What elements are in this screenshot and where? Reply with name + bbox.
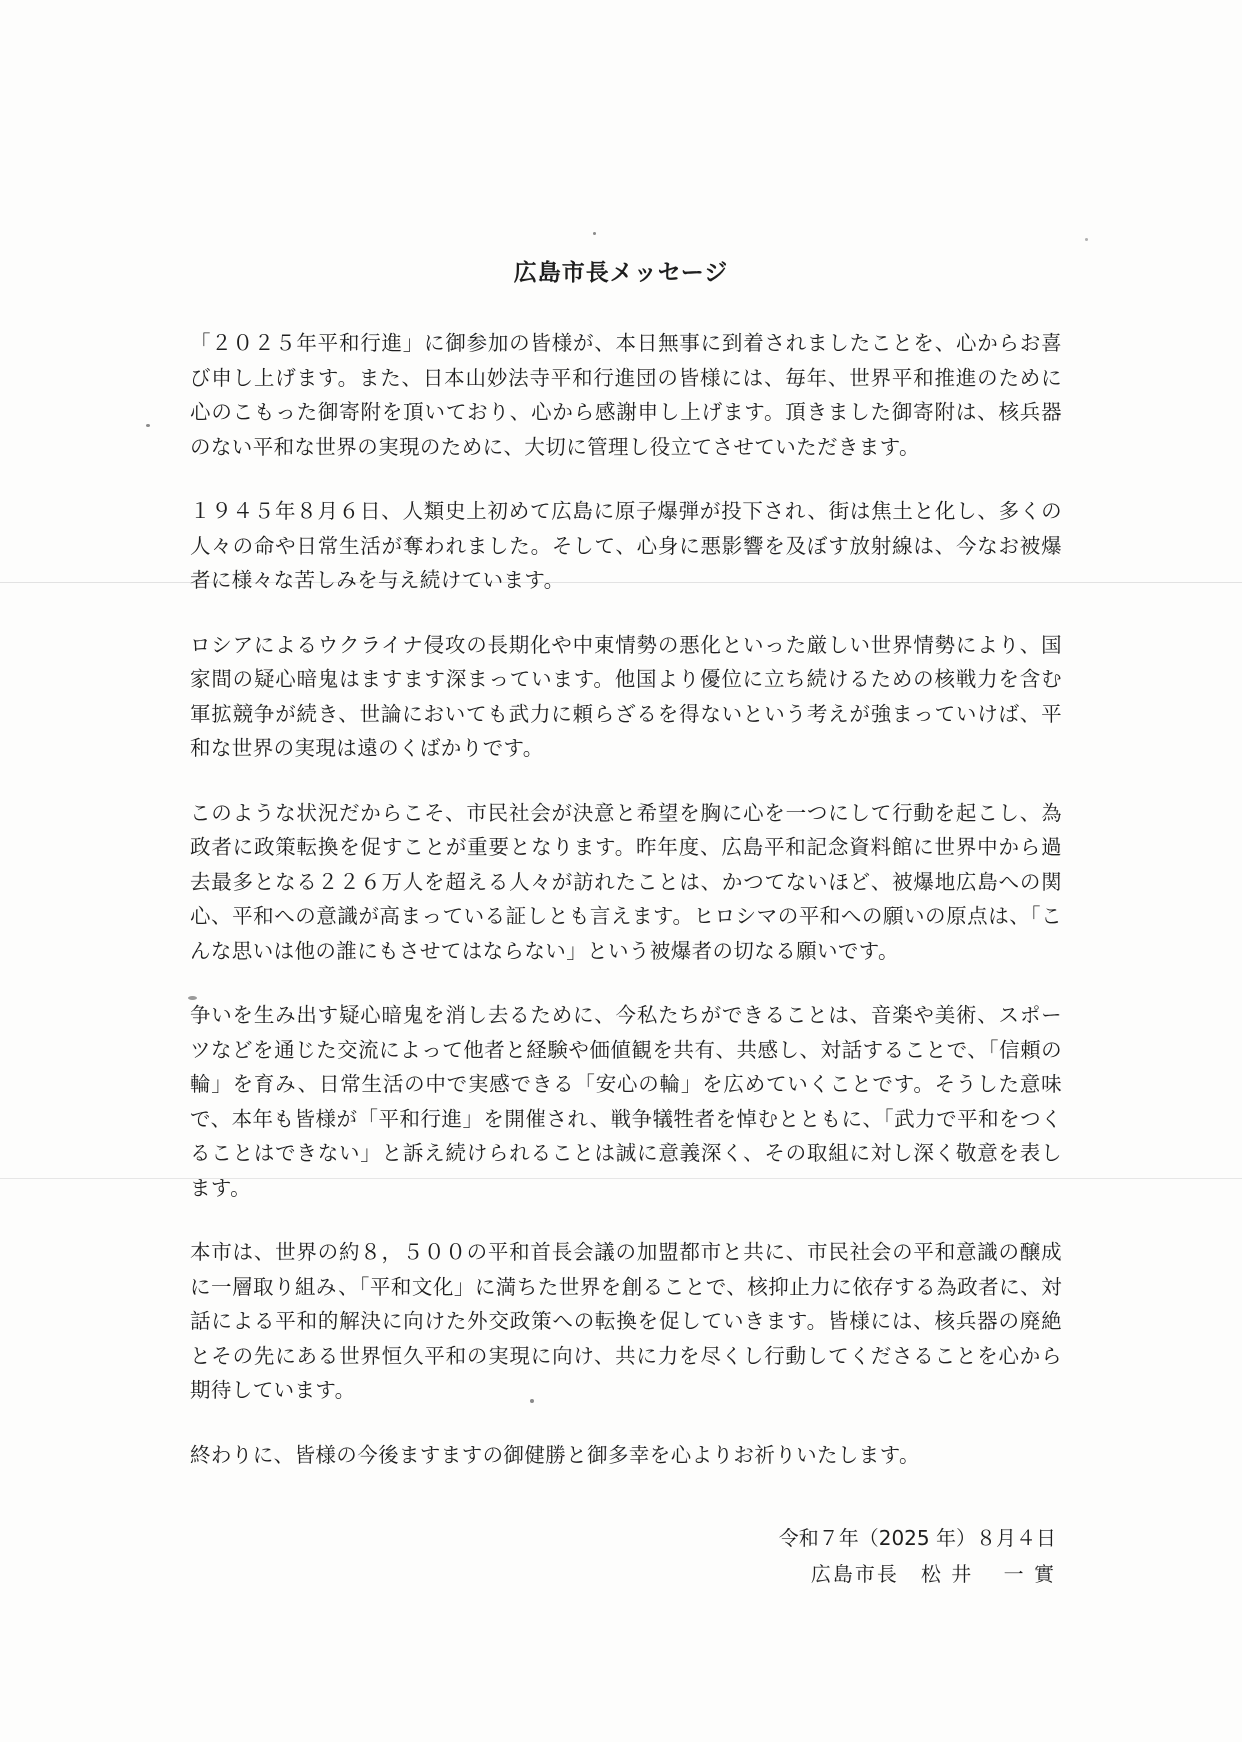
paragraph-city-commitment: 本市は、世界の約８，５００の平和首長会議の加盟都市と共に、市民社会の平和意識の醸成に一層取り組み、「平和文化」に満ちた世界を創ることで、核抑止力に依存する為政者に、対話による平和的解決に向けた外交政策への転換を促していきます。皆様には、核兵器の廃絶とその先にある世界恒久平和の実現に向け、共に力を尽くし行動してくださることを心から期待しています。 — [190, 1240, 1062, 1402]
paragraph-greeting: 「２０２５年平和行進」に御参加の皆様が、本日無事に到着されましたことを、心からお喜び申し上げます。また、日本山妙法寺平和行進団の皆様には、毎年、世界平和推進のために心のこもった御寄附を頂いており、心から感謝申し上げます。頂きました御寄附は、核兵器のない平和な世界の実現のために、大切に管理し役立てさせていただきます。 — [190, 331, 1062, 459]
scan-artifact-speck — [146, 424, 150, 427]
paragraph-peace-culture: 争いを生み出す疑心暗鬼を消し去るために、今私たちができることは、音楽や美術、スポーツなどを通じた交流によって他者と経験や価値観を共有、共感し、対話することで、「信頼の輪」を育み、日常生活の中で実感できる「安心の輪」を広めていくことです。そうした意味で、本年も皆様が「平和行進」を開催され、戦争犠牲者を悼むとともに、「武力で平和をつくることはできない」と訴え続けられることは誠に意義深く、その取組に対し深く敬意を表します。 — [190, 1003, 1062, 1200]
page-title: 広島市長メッセージ — [513, 260, 729, 286]
message-date: 令和７年（2025 年）８月４日 — [778, 1526, 1056, 1550]
paragraph-world-situation: ロシアによるウクライナ侵攻の長期化や中東情勢の悪化といった厳しい世界情勢により、国家間の疑心暗鬼はますます深まっています。他国より優位に立ち続けるための核戦力を含む軍拡競争が続き、世論においても武力に頼らざるを得ないという考えが強まっていけば、平和な世界の実現は遠のくばかりです。 — [190, 632, 1062, 760]
signature-block — [779, 1520, 1056, 1592]
scan-artifact-speck — [593, 232, 596, 235]
paragraph-closing: 終わりに、皆様の今後ますますの御健勝と御多幸を心よりお祈りいたします。 — [190, 1442, 920, 1467]
message-body — [190, 326, 1062, 1472]
paragraph-history: １９４５年８月６日、人類史上初めて広島に原子爆弾が投下され、街は焦土と化し、多くの人々の命や日常生活が奪われました。そして、心身に悪影響を及ぼす放射線は、今なお被爆者に様々な苦しみを与え続けています。 — [190, 499, 1062, 592]
signatory-name: 広島市長 松 井 一 實 — [810, 1562, 1056, 1586]
paragraph-civil-society: このような状況だからこそ、市民社会が決意と希望を胸に心を一つにして行動を起こし、為政者に政策転換を促すことが重要となります。昨年度、広島平和記念資料館に世界中から過去最多となる２２６万人を超える人々が訪れたことは、かつてないほど、被爆地広島への関心、平和への意識が高まっている証しとも言えます。ヒロシマの平和への願いの原点は、「こんな思いは他の誰にもさせてはならない」という被爆者の切なる願いです。 — [190, 800, 1062, 963]
scan-artifact-speck — [1085, 238, 1088, 241]
